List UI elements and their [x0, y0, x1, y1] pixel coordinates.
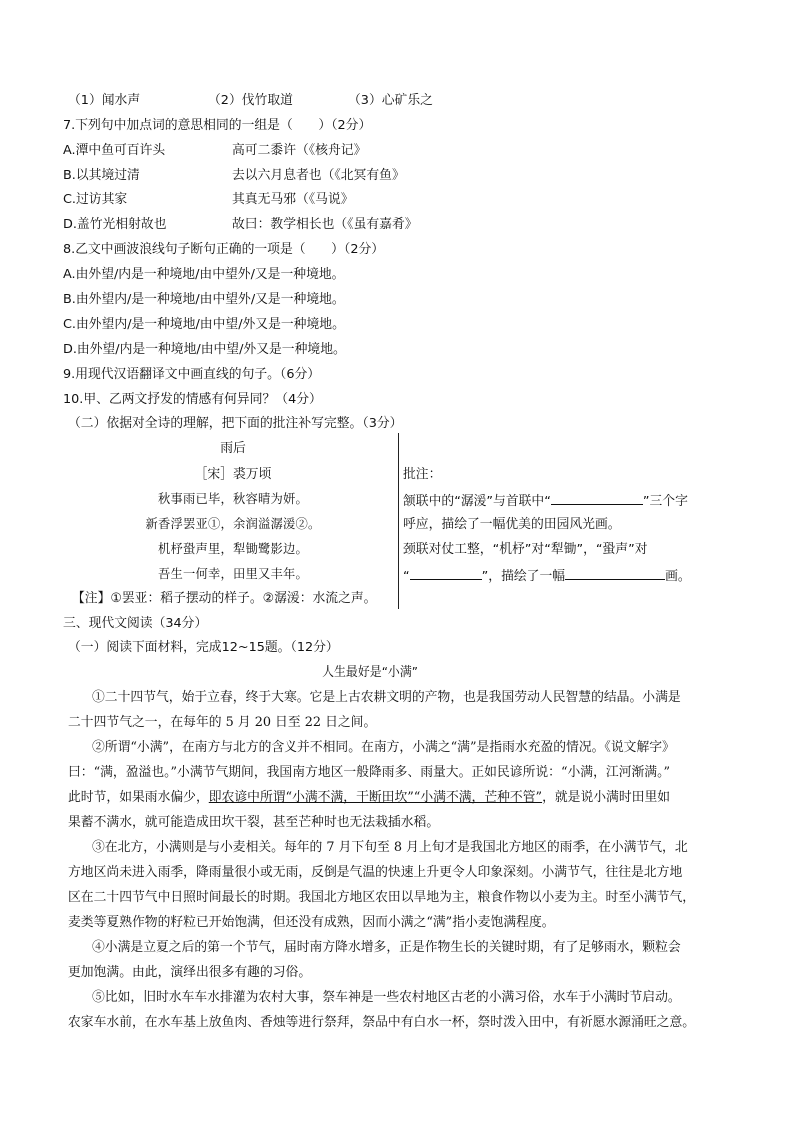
- p5-line-1: ⑤比如，旧时水车车水排灌为农村大事，祭车神是一些农村地区古老的小满习俗，水车于小满时节启动。: [92, 990, 681, 1005]
- option-1: （1）闻水声: [68, 93, 141, 108]
- poem-title: 雨后: [220, 441, 246, 456]
- option-2: （2）伐竹取道: [208, 93, 293, 108]
- q9-stem: 9.用现代汉语翻译文中画直线的句子。（6分）: [63, 367, 321, 382]
- poem-line-2: 新香浮罢亚①，余润溢潺湲②。: [145, 517, 321, 531]
- annotation-line-1: [403, 490, 688, 512]
- answer-blank-3[interactable]: [565, 565, 665, 580]
- q7-choice-c-right: 其真无马邪（《马说》: [232, 192, 354, 207]
- p2-line-3: [68, 788, 670, 808]
- annotation-line-4-a: “: [403, 569, 410, 584]
- q8-choice-a: A.由外望/内是一种境地/由中望外/又是一种境地。: [63, 267, 345, 282]
- q8-choice-c: C.由外望内/是一种境地/由中望/外又是一种境地。: [63, 317, 345, 332]
- q7-choice-b-right: 去以六月息者也（《北冥有鱼》: [232, 168, 405, 183]
- annotation-line-2: 呼应，描绘了一幅优美的田园风光画。: [403, 517, 621, 532]
- section3-heading: 三、现代文阅读（34分）: [63, 616, 208, 631]
- p4-line-2: 更加饱满。由此，演绎出很多有趣的习俗。: [68, 965, 312, 980]
- annotation-line-1-a: 颔联中的“潺湲”与首联中“: [403, 494, 551, 509]
- q7-choice-d-right: 故曰：教学相长也（《虽有嘉肴》: [232, 217, 418, 232]
- annotation-line-3: 颈联对仗工整，“机杼”对“犁锄”，“蛩声”对: [403, 542, 648, 557]
- p2-line-3-c: ，就是说小满时田里如: [542, 790, 671, 805]
- annotation-line-4-b: ”，描绘了一幅: [481, 569, 566, 584]
- q7-choice-a-left: A.潭中鱼可百许头: [63, 143, 166, 158]
- q7-stem: 7.下列句中加点词的意思相同的一组是（ ）（2分）: [63, 118, 372, 133]
- q7-choice-c-left: C.过访其家: [63, 192, 128, 207]
- answer-blank-1[interactable]: [551, 490, 643, 505]
- p1-line-2: 二十四节气之一，在每年的 5 月 20 日至 22 日之间。: [68, 715, 377, 730]
- annotation-label: 批注：: [403, 467, 442, 482]
- p3-line-3: 区在二十四节气中日照时间最长的时期。我国北方地区农田以旱地为主，粮食作物以小麦为主。时至小满节气，: [68, 890, 696, 905]
- section3-sub: （一）阅读下面材料，完成12~15题。（12分）: [68, 640, 339, 655]
- q10-stem: 10.甲、乙两文抒发的情感有何异同？（4分）: [63, 392, 322, 407]
- annotation-line-4: [403, 565, 691, 587]
- poem-author: ［宋］裘万顷: [194, 467, 272, 482]
- p3-line-4: 麦类等夏熟作物的籽粒已开始饱满，但还没有成熟，因而小满之“满”指小麦饱满程度。: [68, 915, 555, 930]
- answer-blank-2[interactable]: [410, 565, 482, 580]
- poem-line-1: 秋事雨已毕，秋容晴为妍。: [158, 492, 308, 506]
- poem-line-4: 吾生一何幸，田里又丰年。: [158, 567, 308, 581]
- q8-choice-d: D.由外望/内是一种境地/由中望/外又是一种境地。: [63, 342, 346, 357]
- poem-box: [68, 433, 399, 609]
- p4-line-1: ④小满是立夏之后的第一个节气，届时南方降水增多，正是作物生长的关键时期，有了足够雨水，颗粒会: [92, 940, 681, 955]
- q8-choice-b: B.由外望内/是一种境地/由中望外/又是一种境地。: [63, 292, 345, 307]
- p2-underlined-phrase: 即农谚中所谓“小满不满，干断田坎”“小满不满，芒种不管”: [208, 790, 543, 805]
- poem-note: 【注】①罢亚：稻子摆动的样子。②潺湲：水流之声。: [72, 591, 377, 606]
- q7-choice-b-left: B.以其境过清: [63, 168, 140, 183]
- article-title: 人生最好是“小满”: [322, 665, 418, 680]
- option-3: （3）心矿乐之: [348, 93, 433, 108]
- poem-line-3: 机杼蛩声里，犁锄鹭影边。: [158, 542, 308, 556]
- p2-line-3-a: 此时节，如果雨水偏少，: [68, 790, 209, 805]
- p2-line-2: 曰：“满，盈溢也。”小满节气期间，我国南方地区一般降雨多、雨量大。正如民谚所说：“小满，江河渐满。”: [68, 765, 671, 780]
- q7-choice-d-left: D.盖竹光相射故也: [63, 217, 167, 232]
- p1-line-1: ①二十四节气，始于立春，终于大寒。它是上古农耕文明的产物，也是我国劳动人民智慧的结晶。小满是: [92, 690, 681, 705]
- p2-line-4: 果蓄不满水，就可能造成田坎干裂，甚至芒种时也无法栽插水稻。: [68, 815, 440, 830]
- q7-choice-a-right: 高可二黍许（《核舟记》: [232, 143, 367, 158]
- p3-line-1: ③在北方，小满则是与小麦相关。每年的 7 月下旬至 8 月上旬才是我国北方地区的雨季，在小满节气，北: [92, 840, 688, 855]
- section2-heading: （二）依据对全诗的理解，把下面的批注补写完整。（3分）: [68, 416, 403, 431]
- p5-line-2: 农家车水前，在水车基上放鱼肉、香烛等进行祭拜，祭品中有白水一杯，祭时泼入田中，有祈愿水源涌旺之意。: [68, 1015, 696, 1030]
- p2-line-1: ②所谓“小满”，在南方与北方的含义并不相同。在南方，小满之“满”是指雨水充盈的情况。《说文解字》: [92, 740, 675, 755]
- p3-line-2: 方地区尚未进入雨季，降雨量很小或无雨，反倒是气温的快速上升更令人印象深刻。小满节气，往往是北方地: [68, 865, 683, 880]
- annotation-line-1-b: ”三个字: [642, 494, 688, 509]
- q8-stem: 8.乙文中画波浪线句子断句正确的一项是（ ）（2分）: [63, 242, 385, 257]
- annotation-line-4-c: 画。: [665, 569, 691, 584]
